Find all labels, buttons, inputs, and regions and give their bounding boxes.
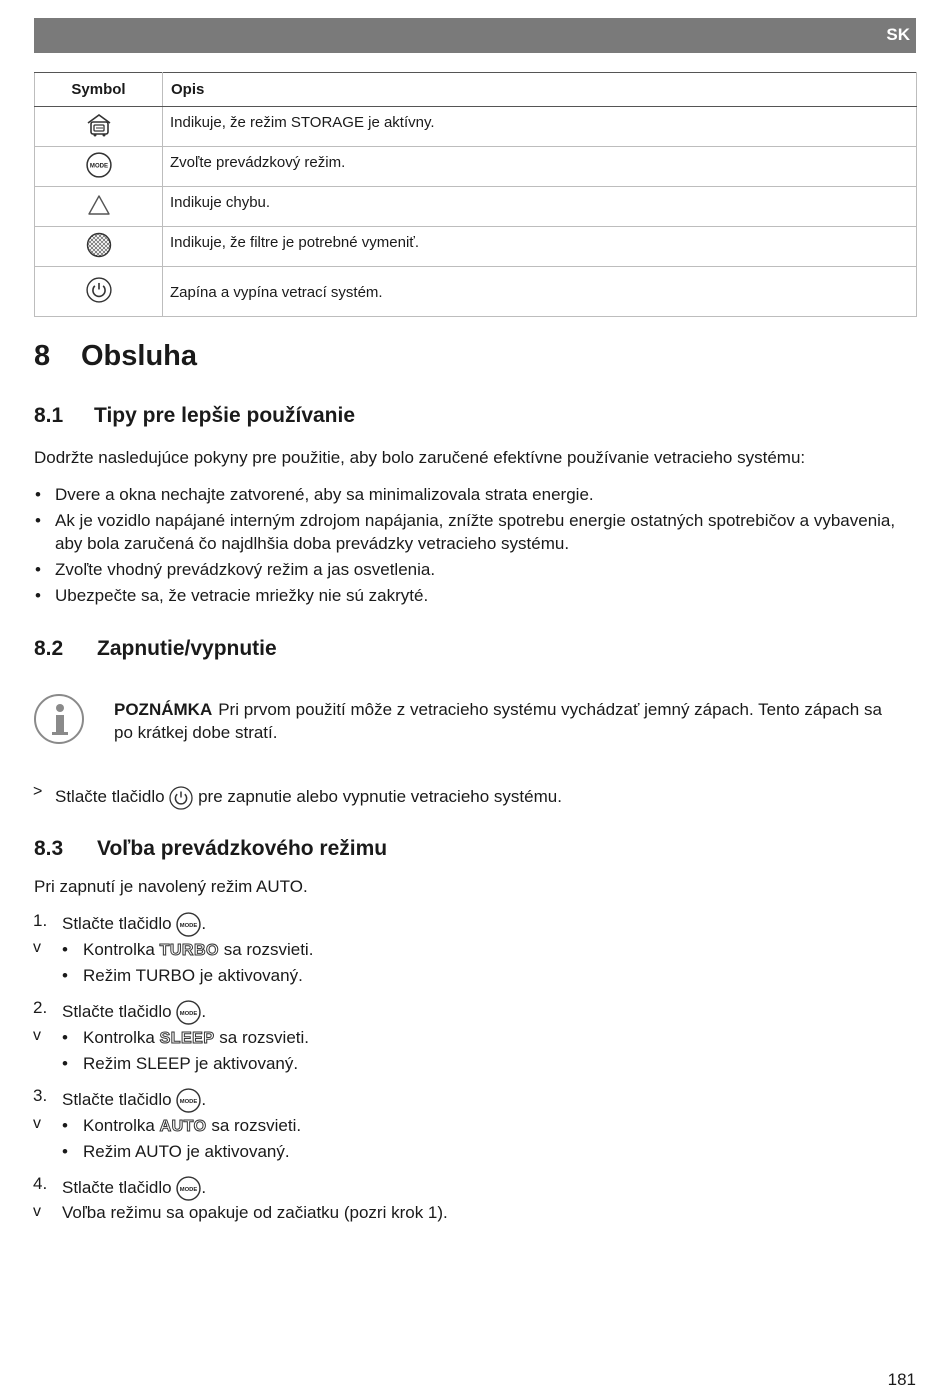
result-marker: v bbox=[33, 1027, 41, 1044]
result-text: Voľba režimu sa opakuje od začiatku (pozri krok 1). bbox=[62, 1203, 448, 1222]
result-marker: v bbox=[33, 939, 41, 956]
page-number: 181 bbox=[887, 1370, 916, 1389]
subsection-title: Tipy pre lepšie používanie bbox=[94, 404, 356, 427]
subsection-heading bbox=[34, 404, 355, 428]
mode-icon bbox=[86, 152, 112, 178]
section-number: 8 bbox=[34, 340, 51, 372]
col-symbol-header: Symbol bbox=[35, 73, 163, 107]
subsection-number: 8.3 bbox=[34, 837, 64, 860]
col-desc-header: Opis bbox=[163, 73, 917, 107]
subsection-number: 8.2 bbox=[34, 637, 64, 660]
table-row bbox=[35, 107, 917, 147]
paragraph: Pri zapnutí je navolený režim AUTO. bbox=[34, 877, 308, 896]
result-item: • Režim SLEEP je aktivovaný. bbox=[62, 1052, 298, 1075]
table-cell: Indikuje, že režim STORAGE je aktívny. bbox=[163, 107, 917, 147]
power-icon bbox=[86, 277, 112, 303]
step-number: 2. bbox=[33, 998, 48, 1017]
subsection-heading bbox=[34, 637, 277, 661]
result-item: • Kontrolka SLEEP sa rozsvieti. bbox=[62, 1026, 309, 1050]
step-instruction: Stlačte tlačidlo . bbox=[62, 1088, 206, 1113]
list-item: • Dvere a okna nechajte zatvorené, aby sa minimalizovala strata energie. bbox=[34, 483, 914, 506]
step-number: 1. bbox=[33, 911, 48, 930]
mode-icon bbox=[176, 1176, 201, 1201]
tips-list bbox=[34, 483, 914, 610]
mode-icon bbox=[176, 912, 201, 937]
header-bar bbox=[34, 18, 916, 53]
table-cell: Indikuje chybu. bbox=[163, 187, 917, 227]
step-number: 3. bbox=[33, 1086, 48, 1105]
paragraph: Dodržte nasledujúce pokyny pre použitie, aby bolo zaručené efektívne používanie vetracieho systému: bbox=[34, 448, 806, 467]
turbo-indicator-label: TURBO bbox=[159, 942, 219, 959]
power-step bbox=[55, 785, 562, 810]
language-label: SK bbox=[886, 25, 910, 44]
step-text: Stlačte tlačidlo bbox=[62, 1090, 172, 1109]
list-item: • Ak je vozidlo napájané interným zdrojom napájania, znížte spotrebu energie ostatných spotrebičov a vybavenia, aby bola zaručená čo najdlhšia doba prevádzky vetracieho systému. bbox=[34, 509, 914, 555]
list-item: • Zvoľte vhodný prevádzkový režim a jas osvetlenia. bbox=[34, 558, 914, 581]
symbol-table bbox=[34, 72, 917, 317]
result-marker: v bbox=[33, 1115, 41, 1132]
result-item: • Kontrolka TURBO sa rozsvieti. bbox=[62, 938, 313, 962]
result-marker: v bbox=[33, 1203, 41, 1220]
step-text: Stlačte tlačidlo bbox=[62, 914, 172, 933]
table-row bbox=[35, 267, 917, 317]
step-instruction: Stlačte tlačidlo . bbox=[62, 1176, 206, 1201]
subsection-number: 8.1 bbox=[34, 404, 64, 427]
result-item: • Kontrolka AUTO sa rozsvieti. bbox=[62, 1114, 301, 1138]
warning-triangle-icon bbox=[87, 194, 111, 216]
step-text: pre zapnutie alebo vypnutie vetracieho systému. bbox=[198, 787, 562, 806]
table-cell: Zvoľte prevádzkový režim. bbox=[163, 147, 917, 187]
sleep-indicator-label: SLEEP bbox=[159, 1030, 215, 1047]
info-icon bbox=[34, 694, 84, 744]
auto-indicator-label: AUTO bbox=[159, 1118, 207, 1135]
step-text: Stlačte tlačidlo bbox=[55, 787, 165, 806]
power-icon bbox=[169, 786, 193, 810]
step-text: Stlačte tlačidlo bbox=[62, 1178, 172, 1197]
table-row bbox=[35, 227, 917, 267]
step-number: 4. bbox=[33, 1174, 48, 1193]
subsection-title: Voľba prevádzkového režimu bbox=[97, 837, 388, 860]
step-marker: > bbox=[33, 783, 43, 800]
step-text: Stlačte tlačidlo bbox=[62, 1002, 172, 1021]
step-instruction: Stlačte tlačidlo . bbox=[62, 912, 206, 937]
filter-icon bbox=[86, 232, 112, 258]
table-cell: Indikuje, že filtre je potrebné vymeniť. bbox=[163, 227, 917, 267]
section-heading bbox=[34, 340, 197, 373]
section-title: Obsluha bbox=[81, 340, 198, 372]
table-row bbox=[35, 147, 917, 187]
result-item: • Režim TURBO je aktivovaný. bbox=[62, 964, 303, 987]
table-cell: Zapína a vypína vetrací systém. bbox=[163, 267, 917, 317]
mode-icon bbox=[176, 1088, 201, 1113]
mode-icon bbox=[176, 1000, 201, 1025]
list-item: • Ubezpečte sa, že vetracie mriežky nie sú zakryté. bbox=[34, 584, 914, 607]
step-instruction: Stlačte tlačidlo . bbox=[62, 1000, 206, 1025]
subsection-title: Zapnutie/vypnutie bbox=[97, 637, 277, 660]
note-label: POZNÁMKA bbox=[114, 700, 213, 719]
result-item: • Režim AUTO je aktivovaný. bbox=[62, 1140, 290, 1163]
storage-icon bbox=[85, 112, 113, 138]
note-box bbox=[114, 698, 904, 744]
table-row bbox=[35, 187, 917, 227]
subsection-heading bbox=[34, 837, 387, 861]
note-text: Pri prvom použití môže z vetracieho systému vychádzať jemný zápach. Tento zápach sa po krátkej dobe stratí. bbox=[114, 700, 882, 742]
